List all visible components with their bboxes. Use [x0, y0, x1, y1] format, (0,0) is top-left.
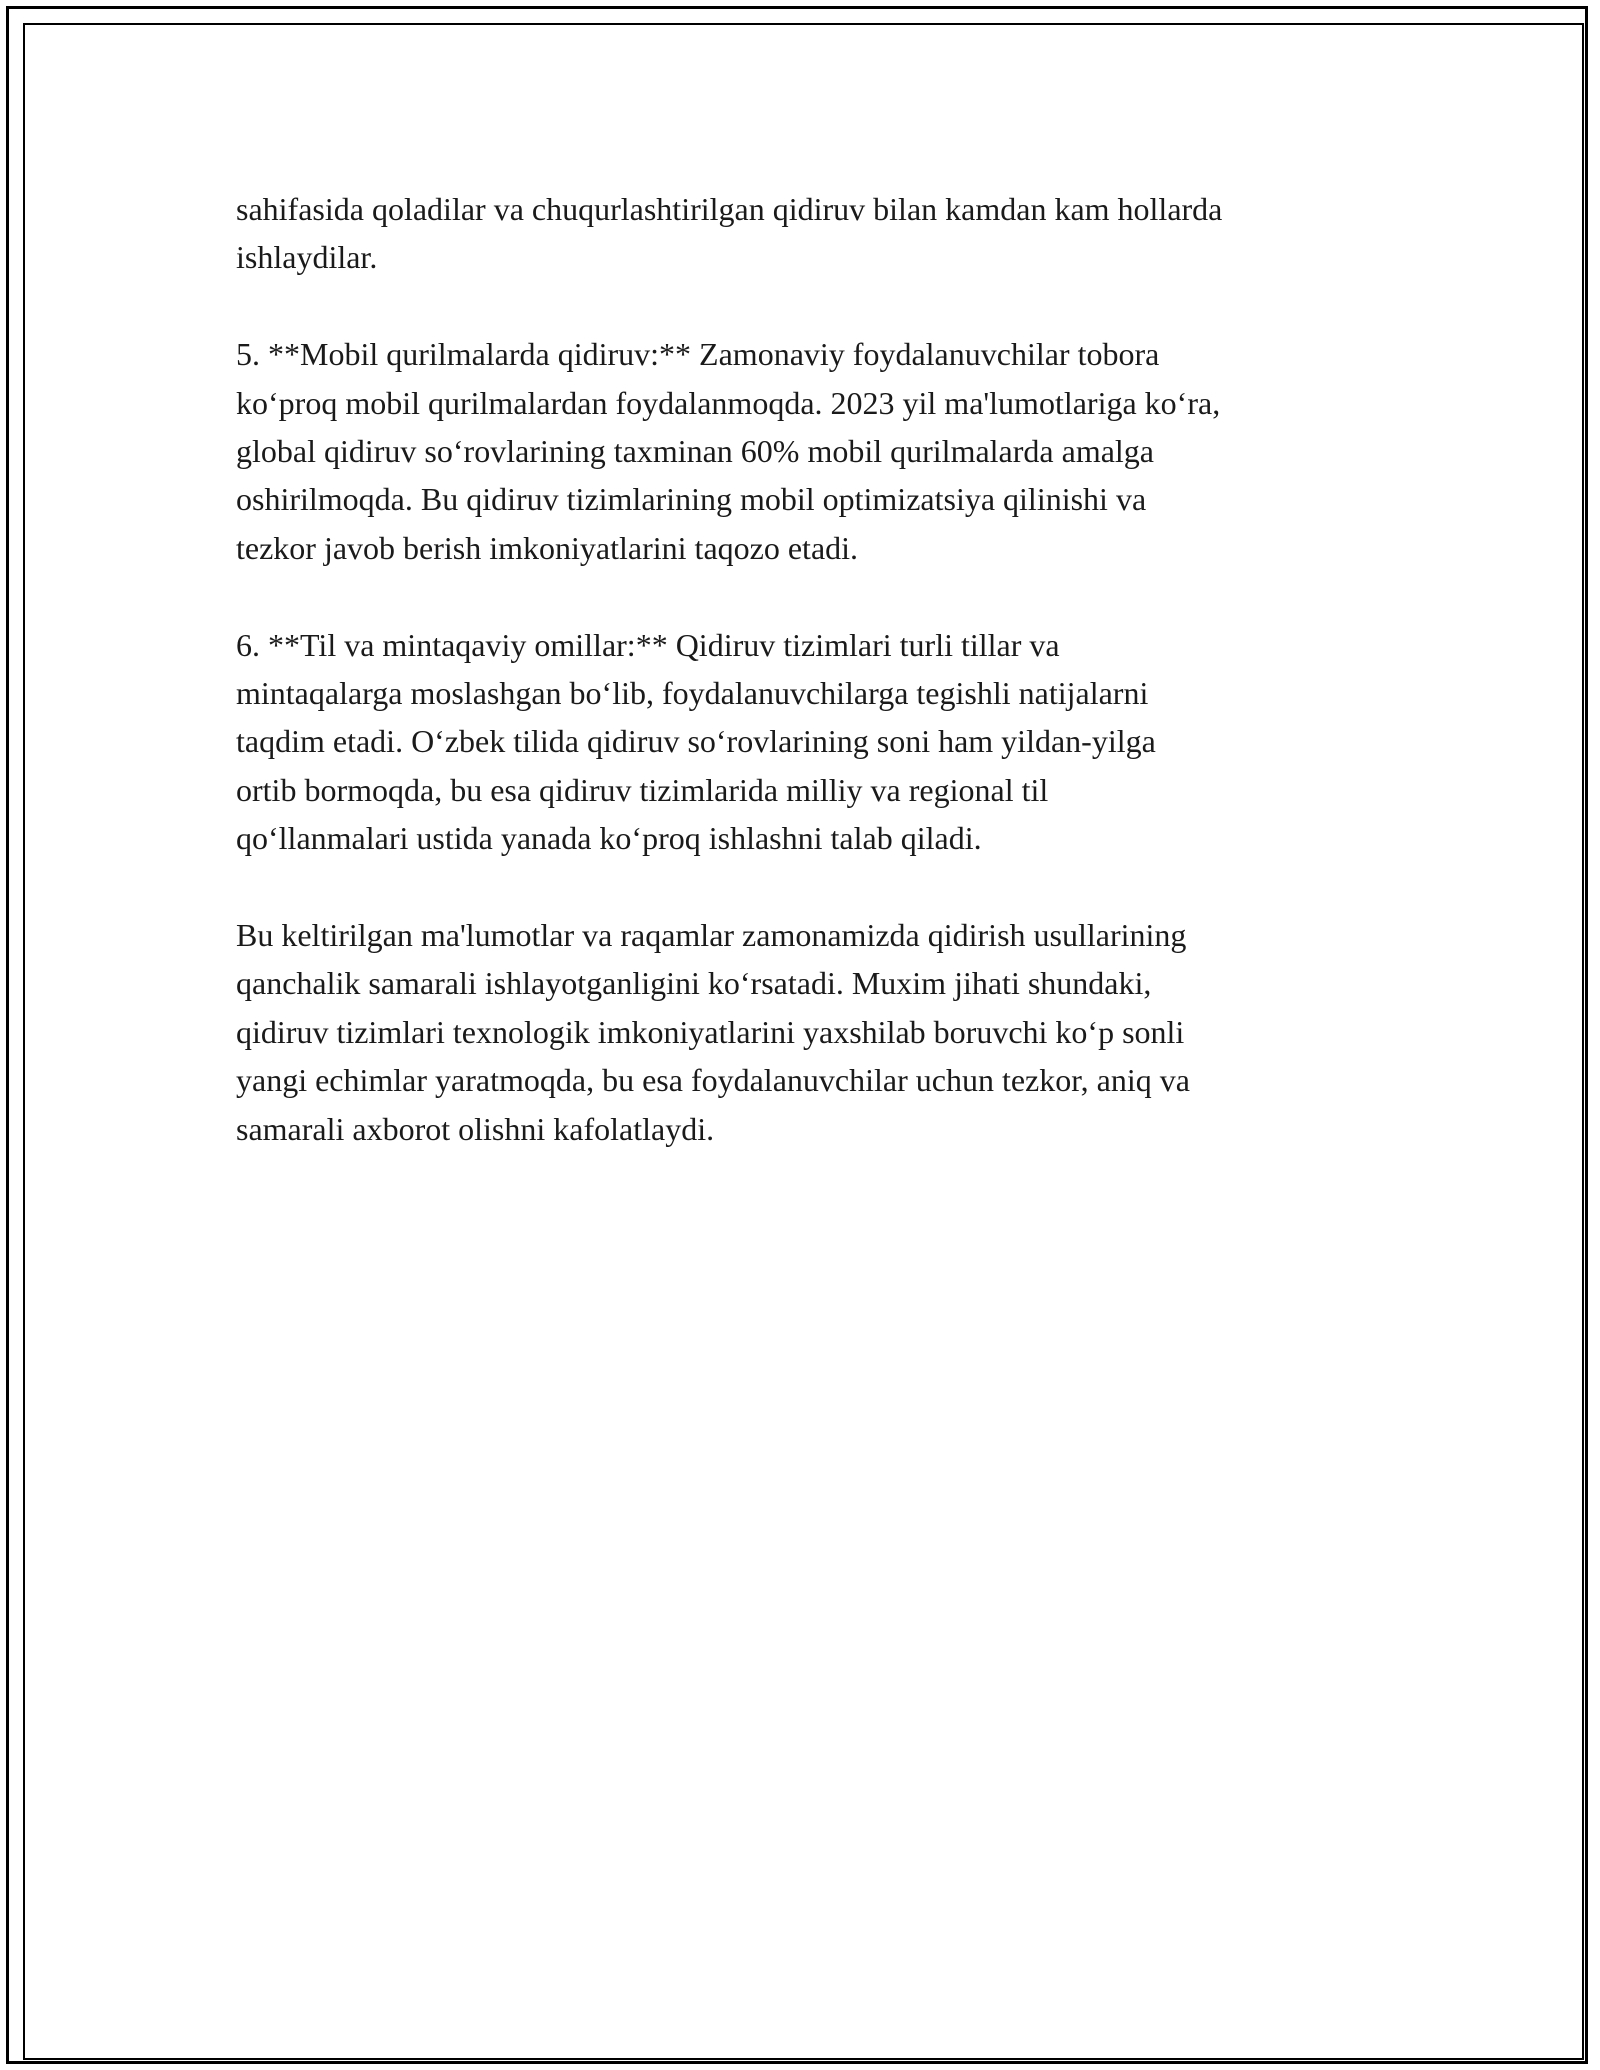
text-line: mintaqalarga moslashgan bo‘lib, foydalanuvchilarga tegishli natijalarni — [236, 675, 1149, 712]
text-line: Bu keltirilgan ma'lumotlar va raqamlar zamonamizda qidirish usullarining — [236, 917, 1187, 954]
document-body — [236, 185, 1386, 1201]
paragraph-mobile-search — [236, 330, 1386, 572]
paragraph-conclusion — [236, 911, 1386, 1153]
text-line: qo‘llanmalari ustida yanada ko‘proq ishlashni talab qiladi. — [236, 820, 982, 857]
text-line: taqdim etadi. O‘zbek tilida qidiruv so‘rovlarining soni ham yildan-yilga — [236, 723, 1156, 760]
text-line: qidiruv tizimlari texnologik imkoniyatlarini yaxshilab boruvchi ko‘p sonli — [236, 1013, 1185, 1050]
paragraph-language-regional — [236, 621, 1386, 863]
paragraph-continuation — [236, 185, 1386, 282]
text-line: oshirilmoqda. Bu qidiruv tizimlarining mobil optimizatsiya qilinishi va — [236, 481, 1147, 518]
text-line: 6. **Til va mintaqaviy omillar:** Qidiruv tizimlari turli tillar va — [236, 626, 1060, 663]
text-line: qanchalik samarali ishlayotganligini ko‘rsatadi. Muxim jihati shundaki, — [236, 965, 1152, 1002]
text-line: ko‘proq mobil qurilmalardan foydalanmoqda. 2023 yil ma'lumotlariga ko‘ra, — [236, 384, 1221, 421]
text-line: ortib bormoqda, bu esa qidiruv tizimlarida milliy va regional til — [236, 771, 1049, 808]
text-line: ishlaydilar. — [236, 239, 378, 276]
text-line: global qidiruv so‘rovlarining taxminan 60% mobil qurilmalarda amalga — [236, 433, 1154, 470]
text-line: samarali axborot olishni kafolatlaydi. — [236, 1110, 715, 1147]
text-line: tezkor javob berish imkoniyatlarini taqozo etadi. — [236, 529, 859, 566]
text-line: sahifasida qoladilar va chuqurlashtirilgan qidiruv bilan kamdan kam hollarda — [236, 191, 1223, 227]
text-line: 5. **Mobil qurilmalarda qidiruv:** Zamonaviy foydalanuvchilar tobora — [236, 336, 1160, 373]
text-line: yangi echimlar yaratmoqda, bu esa foydalanuvchilar uchun tezkor, aniq va — [236, 1062, 1190, 1099]
